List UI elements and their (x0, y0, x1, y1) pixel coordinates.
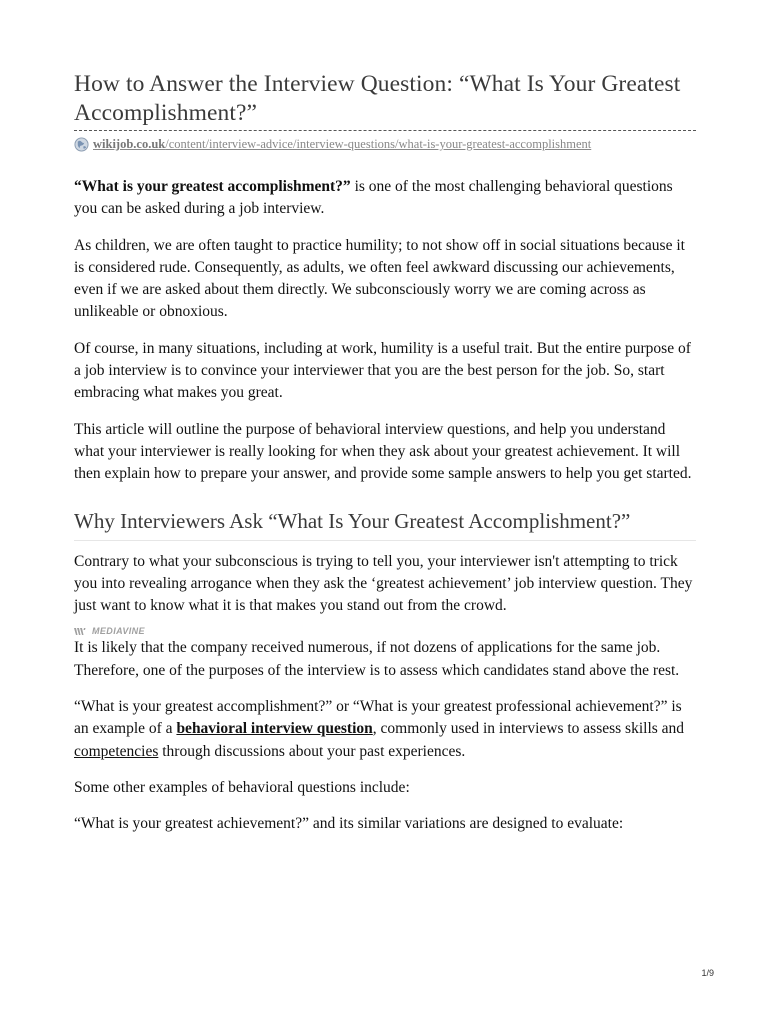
source-link[interactable]: wikijob.co.uk/content/interview-advice/interview-questions/what-is-your-greatest-accomplishment (93, 137, 592, 151)
page-number: 1/9 (701, 968, 714, 978)
section-heading: Why Interviewers Ask “What Is Your Greatest Accomplishment?” (74, 508, 696, 541)
page-title: How to Answer the Interview Question: “What Is Your Greatest Accomplishment?” (74, 71, 681, 126)
title-divider (74, 130, 696, 131)
mediavine-logo-icon (74, 627, 90, 636)
paragraph-examples: Some other examples of behavioral questions include: (74, 778, 410, 796)
paragraph-behavioral: “What is your greatest accomplishment?” or “What is your greatest professional achievement?” is an example of a behavioral interview question, commonly used in interviews to assess skills and competencies through discussions about your past experiences. (74, 698, 685, 760)
source-url (74, 137, 696, 152)
ad-label: MEDIAVINE (74, 625, 696, 637)
paragraph-purpose: Of course, in many situations, including at work, humility is a useful trait. But the entire purpose of a job interview is to convince your interviewer that you are the best person for the job. So, start embracing what makes you great. (74, 339, 691, 402)
intro-question-bold: “What is your greatest accomplishment?” (74, 178, 351, 195)
paragraph-outline: This article will outline the purpose of behavioral interview questions, and help you understand what your interviewer is really looking for when they ask about your greatest achievement. It will then explain how to prepare your answer, and provide some sample answers to help you get started. (74, 420, 692, 483)
paragraph-intro: “What is your greatest accomplishment?” is one of the most challenging behavioral questions you can be asked during a job interview. (74, 178, 673, 218)
paragraph-applications: It is likely that the company received numerous, if not dozens of applications for the same job. Therefore, one of the purposes of the interview is to assess which candidates stand above the rest. (74, 639, 680, 679)
paragraph-humility: As children, we are often taught to practice humility; to not show off in social situations because it is considered rude. Consequently, as adults, we often feel awkward discussing our achievements, even if we are asked about them directly. We subconsciously worry we are coming across as unlikeable or obnoxious. (74, 236, 685, 321)
paragraph-contrary: Contrary to what your subconscious is trying to tell you, your interviewer isn't attempting to trick you into revealing arrogance when they ask the ‘greatest achievement’ job interview question. They just want to know what it is that makes you stand out from the crowd. (74, 552, 693, 615)
article (74, 70, 696, 836)
competencies-link[interactable]: competencies (74, 742, 159, 760)
globe-icon (74, 137, 89, 152)
paragraph-evaluate: “What is your greatest achievement?” and its similar variations are designed to evaluate: (74, 815, 624, 833)
behavioral-question-link[interactable]: behavioral interview question (176, 720, 373, 738)
